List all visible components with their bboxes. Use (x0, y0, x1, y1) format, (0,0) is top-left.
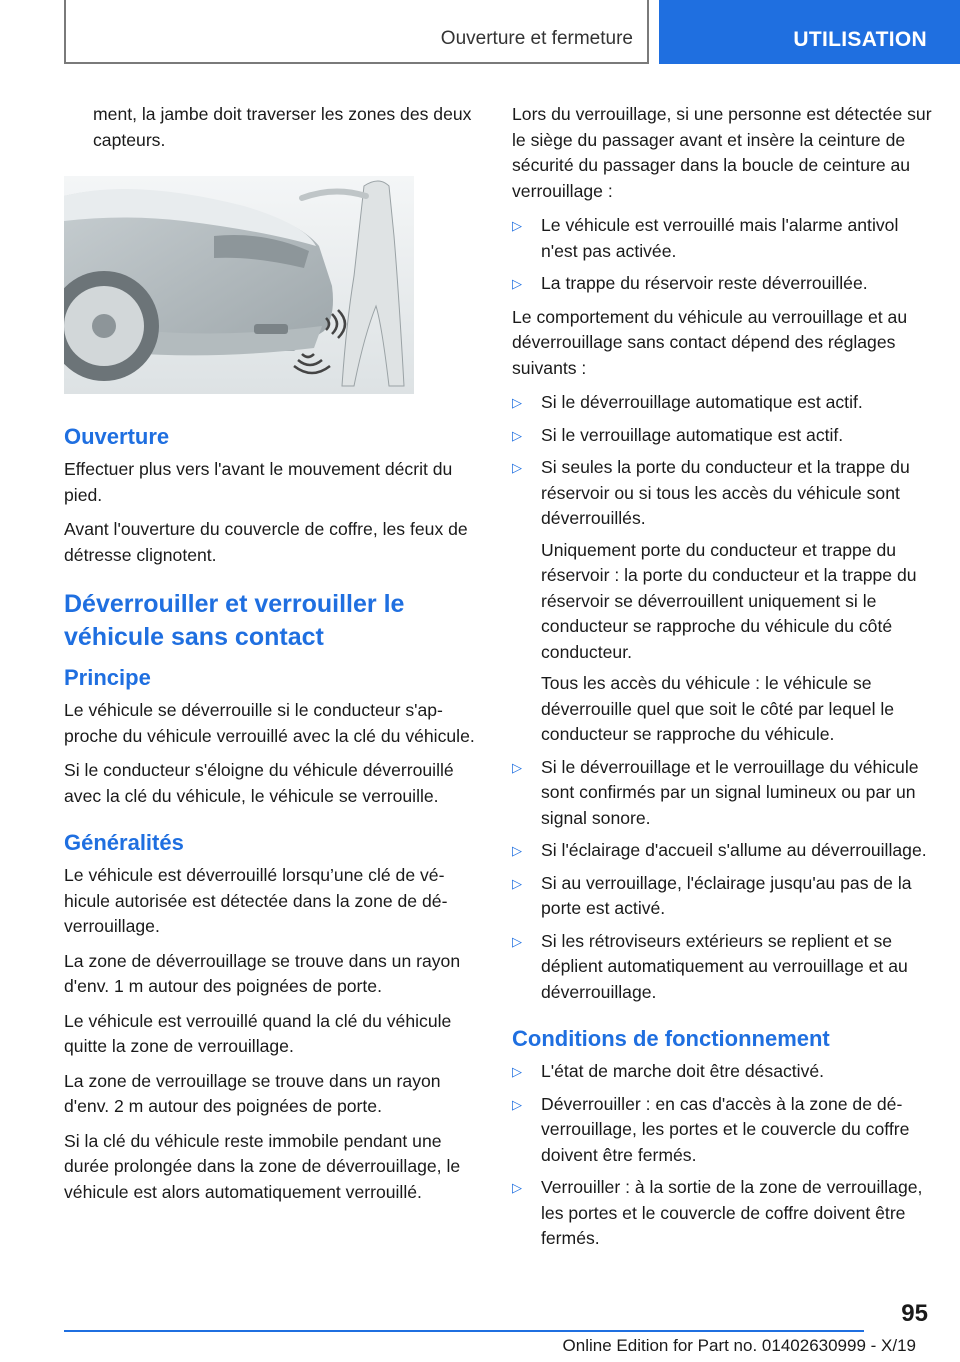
list-item: ▷ Si le verrouillage automatique est actif. (512, 423, 932, 449)
triangle-bullet-icon: ▷ (512, 1180, 522, 1195)
list-item: ▷ Si le déverrouillage automatique est actif. (512, 390, 932, 416)
generalites-paragraph-5: Si la clé du véhicule reste immobile pendant une durée prolongée dans la zone de déverrouillage, le véhicule est alors automatiquement verrouillé. (64, 1130, 461, 1202)
trunk-opening-illustration (64, 176, 414, 394)
settings-paragraph: Le comportement du véhicule au verrouillage et au déverrouillage sans contact dépend des réglages suivants : (512, 306, 908, 378)
heading-main: Déverrouiller et verrouiller le véhicule sans contact (64, 590, 405, 651)
principe-paragraph-1: Le véhicule se déverrouille si le conducteur s'approche du véhicule verrouillé avec la clé du véhicule. (64, 700, 475, 746)
heading-ouverture: Ouverture (64, 424, 170, 449)
ouverture-paragraph-1: Effectuer plus vers l'avant le mouvement décrit du pied. (64, 459, 453, 505)
triangle-bullet-icon: ▷ (512, 218, 522, 233)
triangle-bullet-icon: ▷ (512, 843, 522, 858)
triangle-bullet-icon: ▷ (512, 875, 522, 891)
generalites-paragraph-3: Le véhicule est verrouillé quand la clé du véhicule quitte la zone de verrouillage. (64, 1010, 452, 1056)
list-item: ▷ Si les rétroviseurs extérieurs se replient et se déplient automatiquement au verrouillage et au déverrouillage. (512, 930, 908, 1002)
principe-paragraph-2: Si le conducteur s'éloigne du véhicule déverrouillé avec la clé du véhicule, le véhicule se verrouille. (64, 760, 454, 806)
triangle-bullet-icon: ▷ (512, 759, 522, 775)
ouverture-paragraph-2: Avant l'ouverture du couvercle de coffre, les feux de détresse clignotent. (64, 519, 468, 565)
generalites-paragraph-4: La zone de verrouillage se trouve dans un rayon d'env. 2 m autour des poignées de porte. (64, 1070, 441, 1116)
triangle-bullet-icon: ▷ (512, 1096, 522, 1112)
list-item: ▷ L'état de marche doit être désactivé. (512, 1059, 932, 1085)
generalites-paragraph-2: La zone de déverrouillage se trouve dans un rayon d'env. 1 m autour des poignées de porte. (64, 950, 461, 996)
heading-principe: Principe (64, 665, 151, 690)
list-item: ▷ Si au verrouillage, l'éclairage jusqu'au pas de la porte est activé. (512, 872, 912, 918)
right-column (512, 102, 932, 1260)
triangle-bullet-icon: ▷ (512, 460, 522, 475)
heading-generalites: Généralités (64, 830, 184, 855)
header-section-box (64, 0, 649, 64)
triangle-bullet-icon: ▷ (512, 276, 522, 291)
triangle-bullet-icon: ▷ (512, 1064, 522, 1079)
list-sub-paragraph: Uniquement porte du conducteur et trappe du réservoir : la porte du conducteur et la trappe du réservoir se déverrouillent uniquement si le conducteur se rapproche du véhicule du côté conducteur. (541, 539, 917, 662)
intro-paragraph: ment, la jambe doit traverser les zones des deux capteurs. (93, 104, 472, 150)
list-item: ▷ Si le déverrouillage et le verrouillage du véhicule sont confirmés par un signal lumineux ou par un signal sonore. (512, 756, 919, 828)
footer-divider (64, 1330, 864, 1332)
bullet-list-1 (512, 213, 932, 297)
triangle-bullet-icon: ▷ (512, 933, 522, 949)
chapter-title: UTILISATION (793, 28, 927, 51)
list-item: ▷ Déverrouiller : en cas d'accès à la zone de déverrouillage, les portes et le couvercle du coffre doivent être fermés. (512, 1093, 910, 1165)
list-item: ▷ Le véhicule est verrouillé mais l'alarme antivol n'est pas activée. (512, 215, 899, 261)
list-item: ▷ Si seules la porte du conducteur et la trappe du réservoir ou si tous les accès du véhicule sont déverrouillés. Uniquement porte du conducteur et trappe du réservoir : la porte du conducteur et la trappe du réservoir se déverrouillent uniquement si le conducteur se rapproche du véhicule du côté conducteur. Tous les accès du véhicule : le véhicule se déverrouille quel que soit le côté par lequel le conducteur se rapproche du véhicule. (512, 455, 932, 748)
list-sub-paragraph: Tous les accès du véhicule : le véhicule se déverrouille quel que soit le côté par lequel le conducteur se rapproche du véhicule. (541, 673, 895, 744)
lock-passenger-paragraph: Lors du verrouillage, si une personne est détectée sur le siège du passager avant et insère la ceinture de sécurité du passager dans la boucle de ceinture au verrouillage : (512, 104, 932, 201)
heading-conditions: Conditions de fonctionnement (512, 1026, 830, 1051)
bullet-list-2 (512, 390, 932, 1005)
triangle-bullet-icon: ▷ (512, 395, 522, 410)
list-item: ▷ Verrouiller : à la sortie de la zone de verrouillage, les portes et le couvercle de coffre doivent être fermés. (512, 1177, 923, 1248)
list-item: ▷ La trappe du réservoir reste déverrouillée. (512, 271, 932, 297)
page-number: 95 (901, 1300, 928, 1327)
bullet-list-3 (512, 1059, 932, 1252)
header-chapter-tab (659, 0, 960, 64)
left-column (64, 102, 484, 1214)
triangle-bullet-icon: ▷ (512, 427, 522, 443)
section-title: Ouverture et fermeture (440, 28, 633, 49)
list-item: ▷ Si l'éclairage d'accueil s'allume au déverrouillage. (512, 838, 932, 864)
generalites-paragraph-1: Le véhicule est déverrouillé lorsqu’une clé de véhicule autorisée est détectée dans la zone de déverrouillage. (64, 865, 448, 936)
edition-text: Online Edition for Part no. 01402630999 - X/19 (562, 1336, 916, 1355)
